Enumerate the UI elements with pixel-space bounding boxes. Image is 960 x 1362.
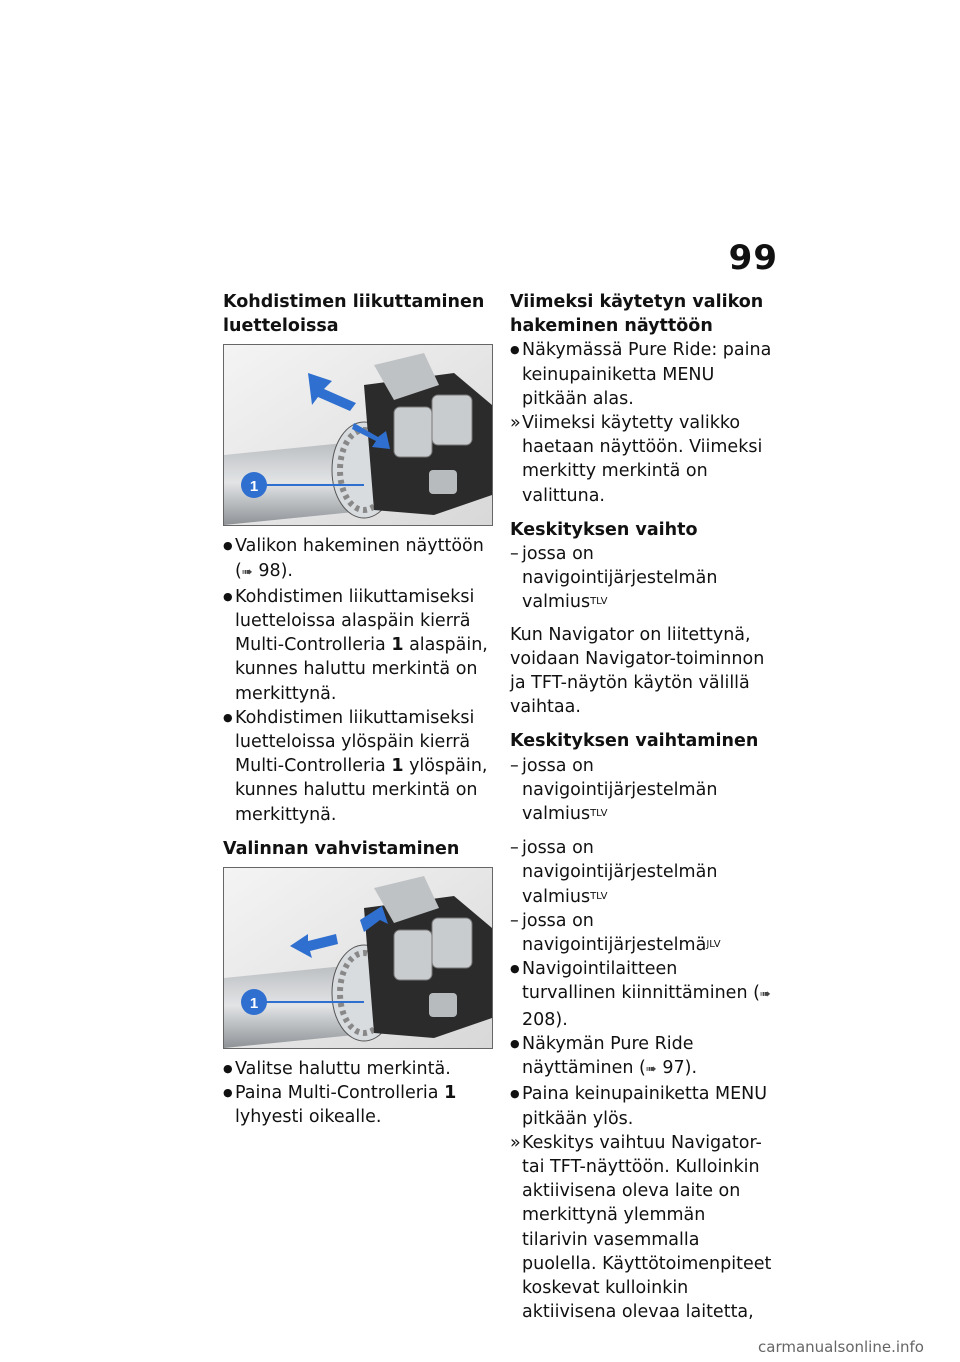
page-ref: 97 <box>662 1058 685 1079</box>
page-ref: 208 <box>522 1009 556 1030</box>
list-item: ● Valikon hakeminen näyttöön (➠ 98). <box>223 536 484 581</box>
page-ref-arrow-icon: ➠ <box>759 987 771 1003</box>
bullet: ● <box>223 710 233 724</box>
list-item: ● Paina Multi-Controlleria 1 lyhyesti oikealle. <box>223 1083 457 1128</box>
list-item: – jossa on navigointijärjestelmän valmius$^{TLV}$ <box>510 755 718 825</box>
list-item: – jossa on navigointijärjestelmän valmius$^{TLV}$ <box>510 544 718 613</box>
dash-marker: – <box>510 838 519 859</box>
bullet: ● <box>510 1036 520 1050</box>
bullet: ● <box>223 1062 233 1076</box>
right-column <box>510 290 776 1324</box>
paragraph: Kun Navigator on liitettynä, voidaan Navigator-toiminnon ja TFT-näytön käytön välillä vaihtaa. <box>510 624 765 718</box>
section-heading: Keskityksen vaihtaminen <box>510 731 759 752</box>
dash-marker: – <box>510 755 519 776</box>
callout-ref: 1 <box>391 635 404 656</box>
page-ref: 98 <box>258 560 281 581</box>
list-item: ● Kohdistimen liikuttamiseksi luetteloissa ylöspäin kierrä Multi-Controlleria 1 ylöspäin, kunnes haluttu merkintä on merkittynä. <box>223 707 488 825</box>
page-ref-arrow-icon: ➠ <box>241 564 253 580</box>
dash-marker: – <box>510 910 519 931</box>
list-item: – jossa on navigointijärjestelmä$^{JLV}$ <box>510 910 721 956</box>
handlebar-illustration <box>224 868 492 1048</box>
handlebar-figure-confirm <box>223 867 493 1049</box>
watermark: carmanualsonline.info <box>758 1338 924 1356</box>
section-heading: Keskityksen vaihto <box>510 519 698 540</box>
callout-ref: 1 <box>391 756 404 777</box>
list-item: ● Paina keinupainiketta MENU pitkään ylös. <box>510 1084 768 1129</box>
result-marker: » <box>510 413 521 434</box>
bullet: ● <box>223 589 233 603</box>
bullet: ● <box>510 343 520 357</box>
bullet: ● <box>223 1086 233 1100</box>
page-ref-arrow-icon: ➠ <box>645 1062 657 1078</box>
list-item: ● Kohdistimen liikuttamiseksi luetteloissa alaspäin kierrä Multi-Controlleria 1 alaspäin, kunnes haluttu merkintä on merkittynä. <box>223 586 488 704</box>
page-number: 99 <box>728 238 778 278</box>
result-marker: » <box>510 1132 521 1153</box>
option-code: TLV <box>590 890 608 902</box>
list-item: ● Valitse haluttu merkintä. <box>223 1057 495 1081</box>
section-heading: Viimeksi käytetyn valikon hakeminen näyttöön <box>510 292 764 337</box>
callout-ref: 1 <box>444 1083 457 1104</box>
left-column <box>223 290 495 1130</box>
list-item: ● Navigointilaitteen turvallinen kiinnittäminen (➠ 208). <box>510 959 771 1030</box>
list-item: ● Näkymän Pure Ride näyttäminen (➠ 97). <box>510 1033 698 1079</box>
list-item: » Keskitys vaihtuu Navigator- tai TFT-näyttöön. Kulloinkin aktiivisena oleva laite on merkittynä ylemmän tilarivin vasemmalla puolella. Käyttötoimenpiteet koskevat kulloinkin aktiivisena olevaa laitetta, <box>510 1132 772 1323</box>
dash-marker: – <box>510 544 519 565</box>
bullet: ● <box>510 1087 520 1101</box>
callout-1: 1 <box>249 478 259 496</box>
option-code: JLV <box>706 939 721 951</box>
list-item: » Viimeksi käytetty valikko haetaan näyttöön. Viimeksi merkitty merkintä on valittuna. <box>510 413 763 506</box>
option-code: TLV <box>590 808 608 820</box>
handlebar-figure-scroll <box>223 344 493 526</box>
bullet: ● <box>223 539 233 553</box>
option-code: TLV <box>590 596 608 608</box>
callout-1: 1 <box>249 995 259 1013</box>
list-item: ● Näkymässä Pure Ride: paina keinupainiketta MENU pitkään alas. <box>510 340 772 409</box>
section-heading: Kohdistimen liikuttaminen luetteloissa <box>223 292 485 337</box>
list-item: – jossa on navigointijärjestelmän valmius$^{TLV}$ <box>510 838 718 907</box>
section-heading: Valinnan vahvistaminen <box>223 838 460 859</box>
bullet: ● <box>510 962 520 976</box>
handlebar-illustration <box>224 345 492 525</box>
